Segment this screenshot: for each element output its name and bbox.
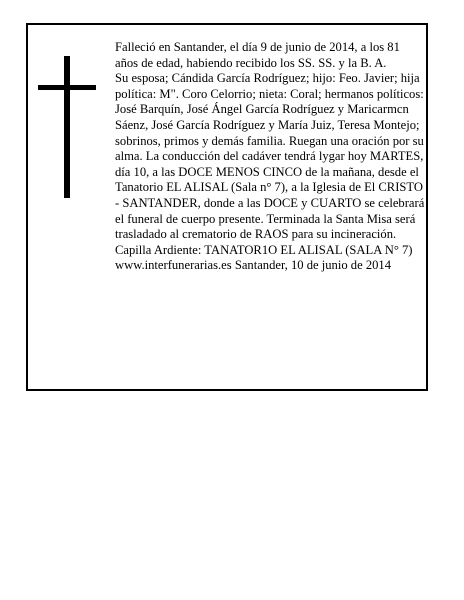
cross-vertical-bar xyxy=(64,56,70,198)
notice-text xyxy=(115,40,425,274)
family-and-service-details: Su esposa; Cándida García Rodríguez; hijo: Feo. Javier; hija política: M". Coro Celorrio; nieta: Coral; hermanos políticos: José Barquín, José Ángel García Rodríguez y Maricarmcn Sáenz, José García Rodríguez y María Juiz, Teresa Montejo; sobrinos, primos y demás familia. Ruegan una oración por su alma. La conducción del cadáver tendrá lygar hoy MARTES, día 10, a las DOCE MENOS CINCO de la mañana, desde el Tanatorio EL ALISAL (Sala n° 7), a la Iglesia de El CRISTO - SANTANDER, donde a las DOCE y CUARTO se celebrará el funeral de cuerpo presente. Terminada la Santa Misa será trasladado al crematorio de RAOS para su incineración. Capilla Ardiente: TANATOR1O EL ALISAL (SALA N° 7) xyxy=(115,71,425,257)
source-and-date-line: www.interfunerarias.es Santander, 10 de junio de 2014 xyxy=(115,258,392,273)
cross-horizontal-bar xyxy=(38,85,96,90)
cross-icon xyxy=(38,56,96,198)
death-announcement: Falleció en Santander, el día 9 de junio de 2014, a los 81 años de edad, habiendo recibido los SS. SS. y la B. A. xyxy=(115,40,400,70)
obituary-notice xyxy=(26,23,428,391)
